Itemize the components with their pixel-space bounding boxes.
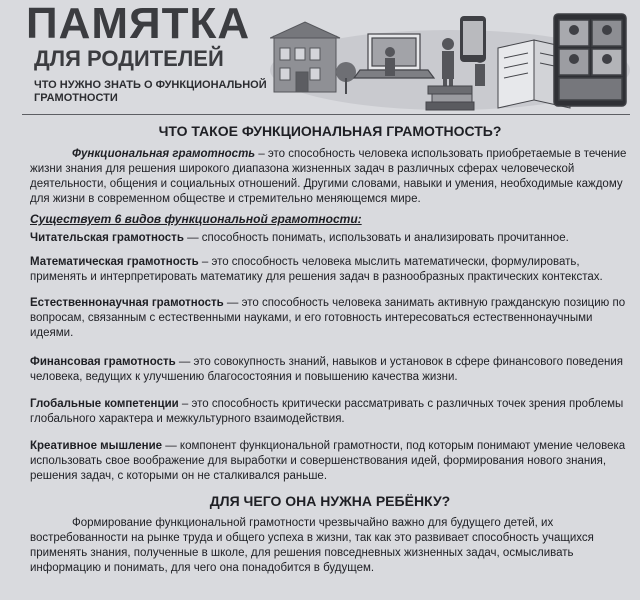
kind-term: Креативное мышление	[30, 440, 163, 452]
kind-text: – это способность критически рассматривать с различных точек зрения проблемы глобального характера и межкультурного взаимодействия.	[30, 398, 624, 425]
definition-term: Функциональная грамотность	[72, 148, 256, 160]
definition-paragraph	[30, 147, 630, 207]
leaflet-content	[30, 120, 630, 576]
section-heading-why-needed: ДЛЯ ЧЕГО ОНА НУЖНА РЕБЁНКУ?	[209, 493, 451, 509]
leaflet-header	[0, 0, 640, 118]
kind-text: — это совокупность знаний, навыков и установок в сфере финансового поведения человека, ведущих к улучшению благосостояния и повышению качества жизни.	[30, 356, 624, 383]
kind-term: Читательская грамотность	[30, 232, 184, 244]
kind-term: Финансовая грамотность	[30, 356, 176, 368]
definition-text: – это способность человека использовать приобретаемые в течение жизни знания для решения широкого диапазона жизненных задач в различных сферах человеческой деятельности, общения и социальных отношений. Другими словами, навыки и умения, необходимые каждому для жизни в современном обществе и стремительно меняющемся мире.	[30, 148, 627, 205]
kind-science	[30, 296, 630, 341]
header-divider	[22, 114, 630, 115]
kind-math	[30, 255, 630, 285]
kind-text: — это способность человека занимать активную гражданскую позицию по вопросам, связанным с естественными науками, и его готовность интересоваться естественнонаучными идеями.	[30, 297, 626, 339]
kind-creative	[30, 439, 630, 484]
education-illustration-icon	[270, 8, 632, 112]
kind-text: — компонент функциональной грамотности, под которым понимают умение человека использовать свое воображение для выработки и совершенствования идей, формирования нового знания, решения задач, с которыми он не сталкивался раньше.	[30, 440, 626, 482]
kind-text: — способность понимать, использовать и анализировать прочитанное.	[183, 232, 569, 244]
kind-reading	[30, 231, 630, 246]
leaflet-subtitle: ДЛЯ РОДИТЕЛЕЙ	[34, 46, 224, 71]
section-heading-what-is: ЧТО ТАКОЕ ФУНКЦИОНАЛЬНАЯ ГРАМОТНОСТЬ?	[158, 123, 502, 139]
kind-term: Естественнонаучная грамотность	[30, 297, 224, 309]
kind-text: – это способность человека мыслить математически, формулировать, применять и интерпретировать математику для решения задач в разнообразных практических контекстах.	[30, 256, 603, 283]
leaflet-description: ЧТО НУЖНО ЗНАТЬ О ФУНКЦИОНАЛЬНОЙ ГРАМОТНОСТИ	[34, 79, 267, 104]
why-needed-paragraph: Формирование функциональной грамотности чрезвычайно важно для будущего детей, их востребованности на рынке труда и общего успеха в жизни, так как это развивает способность учащихся применять знания, полученные в школе, для решения повседневных жизненных задач, осмысливать информацию и понимать, для чего она понадобится в будущем.	[30, 517, 594, 574]
kinds-heading: Существует 6 видов функциональной грамотности:	[30, 212, 362, 226]
kind-term: Математическая грамотность	[30, 256, 199, 268]
kind-global	[30, 397, 630, 427]
kind-term: Глобальные компетенции	[30, 398, 179, 410]
kind-financial	[30, 355, 630, 385]
leaflet-title: ПАМЯТКА	[26, 0, 251, 48]
